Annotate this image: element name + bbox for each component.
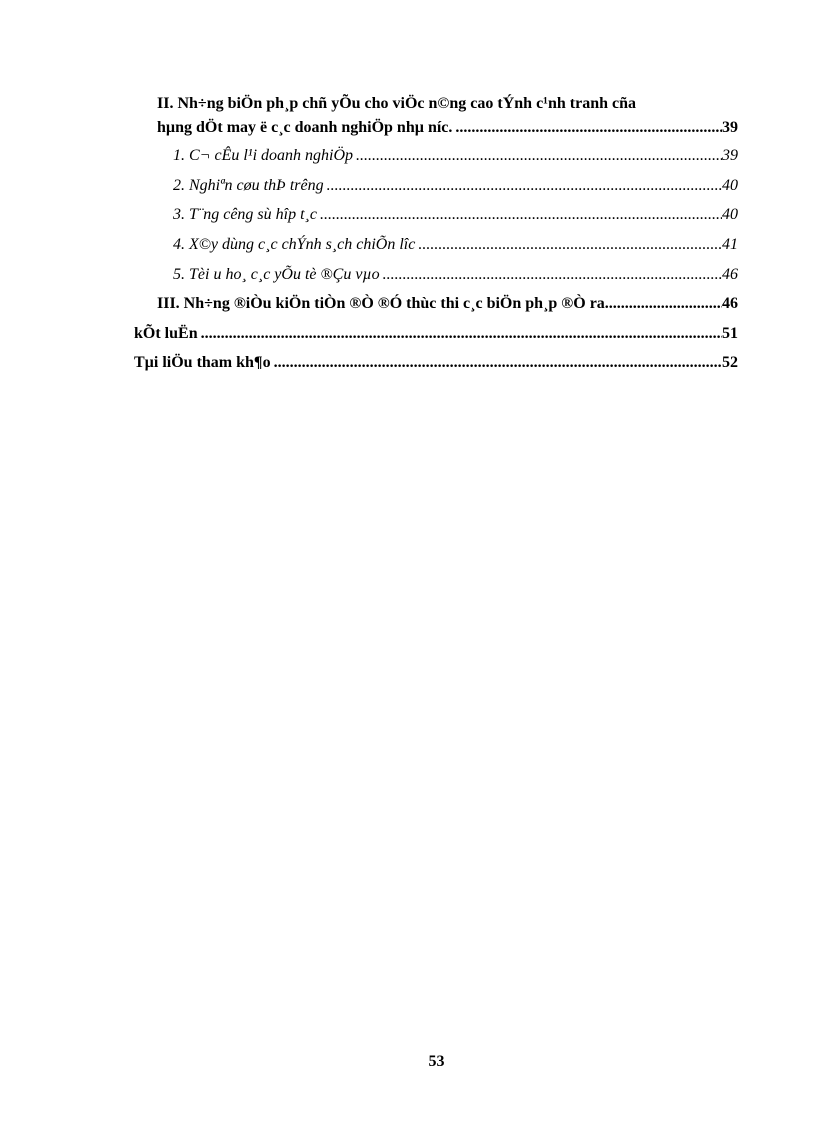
toc-item-5[interactable] [173, 267, 738, 283]
toc-page-number: 46 [722, 295, 738, 312]
toc-page-number: 52 [722, 354, 738, 371]
toc-page-number: 39 [722, 119, 738, 136]
toc-page-number: 41 [722, 236, 738, 253]
toc-item-label: 2. Nghiªn cøu thÞ trêng [173, 177, 324, 194]
toc-item-4[interactable] [173, 237, 738, 253]
toc-item-2[interactable] [173, 178, 738, 194]
toc-page-number: 40 [722, 177, 738, 194]
toc-section-iii-title: III. Nh÷ng ®iÒu kiÖn tiÒn ®Ò ®Ó thùc thi c¸c biÖn ph¸p ®Ò ra. [157, 295, 609, 312]
toc-leader-dots [201, 326, 722, 342]
toc-section-iii[interactable] [157, 296, 738, 312]
toc-leader-dots [418, 237, 722, 253]
toc-section-ii-title: II. Nh÷ng biÖn ph¸p chñ yÕu cho viÖc n©ng cao tÝnh c¹nh tranh cña [157, 95, 636, 112]
toc-references-title: Tµi liÖu tham kh¶o [134, 354, 271, 371]
page-number: 53 [428, 1053, 445, 1070]
toc-item-label: 4. X©y dùng c¸c chÝnh s¸ch chiÕn lîc [173, 236, 416, 253]
toc-page-number: 51 [722, 325, 738, 342]
toc-item-label: 5. Tèi u ho¸ c¸c yÕu tè ®Çu vµo [173, 266, 380, 283]
toc-page-number: 39 [722, 147, 738, 164]
toc-leader-dots [383, 267, 722, 283]
toc-leader-dots [609, 296, 722, 312]
toc-item-label: 3. T¨ng cêng sù hîp t¸c [173, 206, 317, 223]
toc-leader-dots [320, 207, 722, 223]
toc-section-ii-line2[interactable] [157, 120, 738, 136]
toc-page-number: 40 [722, 206, 738, 223]
toc-item-label: 1. C¬ cÊu l¹i doanh nghiÖp [173, 147, 354, 164]
toc-leader-dots [455, 120, 722, 136]
toc-item-1[interactable] [173, 148, 738, 164]
toc-leader-dots [356, 148, 722, 164]
toc-references[interactable] [134, 355, 738, 371]
toc-leader-dots [327, 178, 722, 194]
toc-section-ii-line1 [157, 96, 738, 112]
toc-page-number: 46 [722, 266, 738, 283]
toc-item-3[interactable] [173, 207, 738, 223]
toc-section-ii-title-cont: hµng dÖt may ë c¸c doanh nghiÖp nhµ níc. [157, 119, 453, 136]
toc-leader-dots [274, 355, 722, 371]
toc-conclusion[interactable] [134, 326, 738, 342]
toc-conclusion-title: kÕt luËn [134, 325, 198, 342]
